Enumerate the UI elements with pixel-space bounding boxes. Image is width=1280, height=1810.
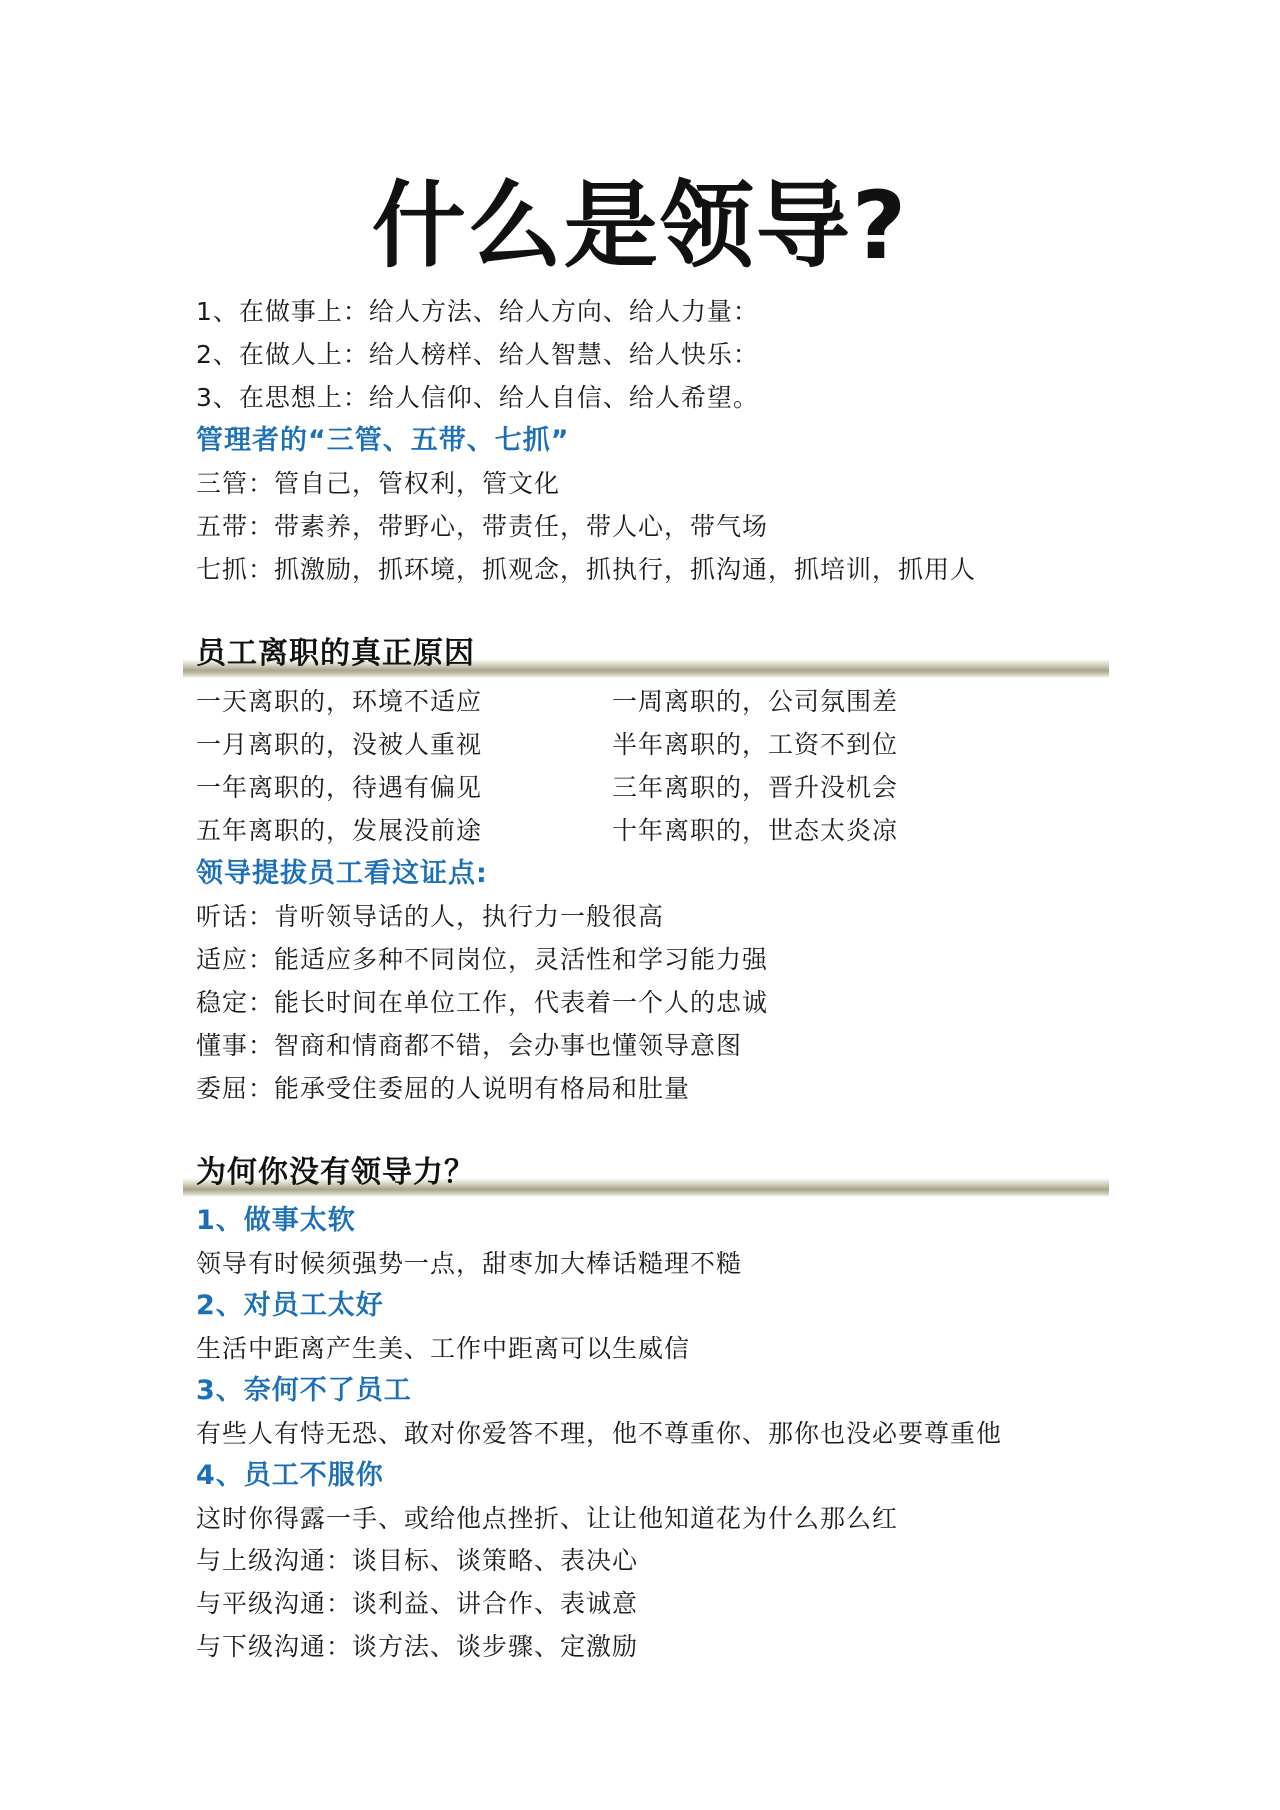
promote-line: 懂事：智商和情商都不错，会办事也懂领导意图 bbox=[196, 1031, 743, 1060]
why-item-title: 1、做事太软 bbox=[196, 1205, 356, 1236]
promote-line: 听话：肯听领导话的人，执行力一般很高 bbox=[196, 902, 665, 931]
page-title: 什么是领导? bbox=[371, 172, 909, 281]
why-item-text: 领导有时候须强势一点，甜枣加大棒话糙理不糙 bbox=[196, 1249, 743, 1278]
why-item-text: 生活中距离产生美、工作中距离可以生威信 bbox=[196, 1334, 691, 1363]
resign-left-item: 五年离职的，发展没前途 bbox=[196, 816, 483, 845]
resign-right-item: 三年离职的，晋升没机会 bbox=[612, 773, 899, 802]
comm-line: 与上级沟通：谈目标、谈策略、表决心 bbox=[196, 1546, 639, 1575]
why-item-title: 4、员工不服你 bbox=[196, 1460, 384, 1491]
resign-right-item: 一周离职的，公司氛围差 bbox=[612, 687, 899, 716]
intro-line: 1、在做事上：给人方法、给人方向、给人力量： bbox=[196, 297, 759, 326]
promote-line: 适应：能适应多种不同岗位，灵活性和学习能力强 bbox=[196, 945, 769, 974]
resign-right-item: 半年离职的，工资不到位 bbox=[612, 730, 899, 759]
comm-line: 与平级沟通：谈利益、讲合作、表诚意 bbox=[196, 1589, 639, 1618]
intro-line: 2、在做人上：给人榜样、给人智慧、给人快乐： bbox=[196, 340, 759, 369]
why-item-title: 3、奈何不了员工 bbox=[196, 1375, 412, 1406]
promote-heading: 领导提拔员工看这证点: bbox=[196, 858, 488, 889]
resign-section-band bbox=[183, 634, 1109, 680]
manager-line: 七抓：抓激励，抓环境，抓观念，抓执行，抓沟通，抓培训，抓用人 bbox=[196, 555, 977, 584]
comm-line: 与下级沟通：谈方法、谈步骤、定激励 bbox=[196, 1632, 639, 1661]
why-heading: 为何你没有领导力？ bbox=[196, 1155, 475, 1190]
manager-line: 五带：带素养，带野心，带责任，带人心，带气场 bbox=[196, 512, 769, 541]
why-item-text: 这时你得露一手、或给他点挫折、让让他知道花为什么那么红 bbox=[196, 1504, 899, 1533]
promote-line: 稳定：能长时间在单位工作，代表着一个人的忠诚 bbox=[196, 988, 769, 1017]
manager-heading: 管理者的“三管、五带、七抓” bbox=[196, 425, 570, 456]
resign-left-item: 一月离职的，没被人重视 bbox=[196, 730, 483, 759]
resign-heading: 员工离职的真正原因 bbox=[196, 636, 475, 671]
manager-line: 三管：管自己，管权利，管文化 bbox=[196, 469, 561, 498]
intro-line: 3、在思想上：给人信仰、给人自信、给人希望。 bbox=[196, 383, 759, 412]
resign-left-item: 一年离职的，待遇有偏见 bbox=[196, 773, 483, 802]
why-section-band bbox=[183, 1153, 1109, 1199]
why-item-text: 有些人有恃无恐、敢对你爱答不理，他不尊重你、那你也没必要尊重他 bbox=[196, 1419, 1003, 1448]
why-item-title: 2、对员工太好 bbox=[196, 1290, 384, 1321]
resign-left-item: 一天离职的，环境不适应 bbox=[196, 687, 483, 716]
resign-right-item: 十年离职的，世态太炎凉 bbox=[612, 816, 899, 845]
promote-line: 委屈：能承受住委屈的人说明有格局和肚量 bbox=[196, 1074, 691, 1103]
